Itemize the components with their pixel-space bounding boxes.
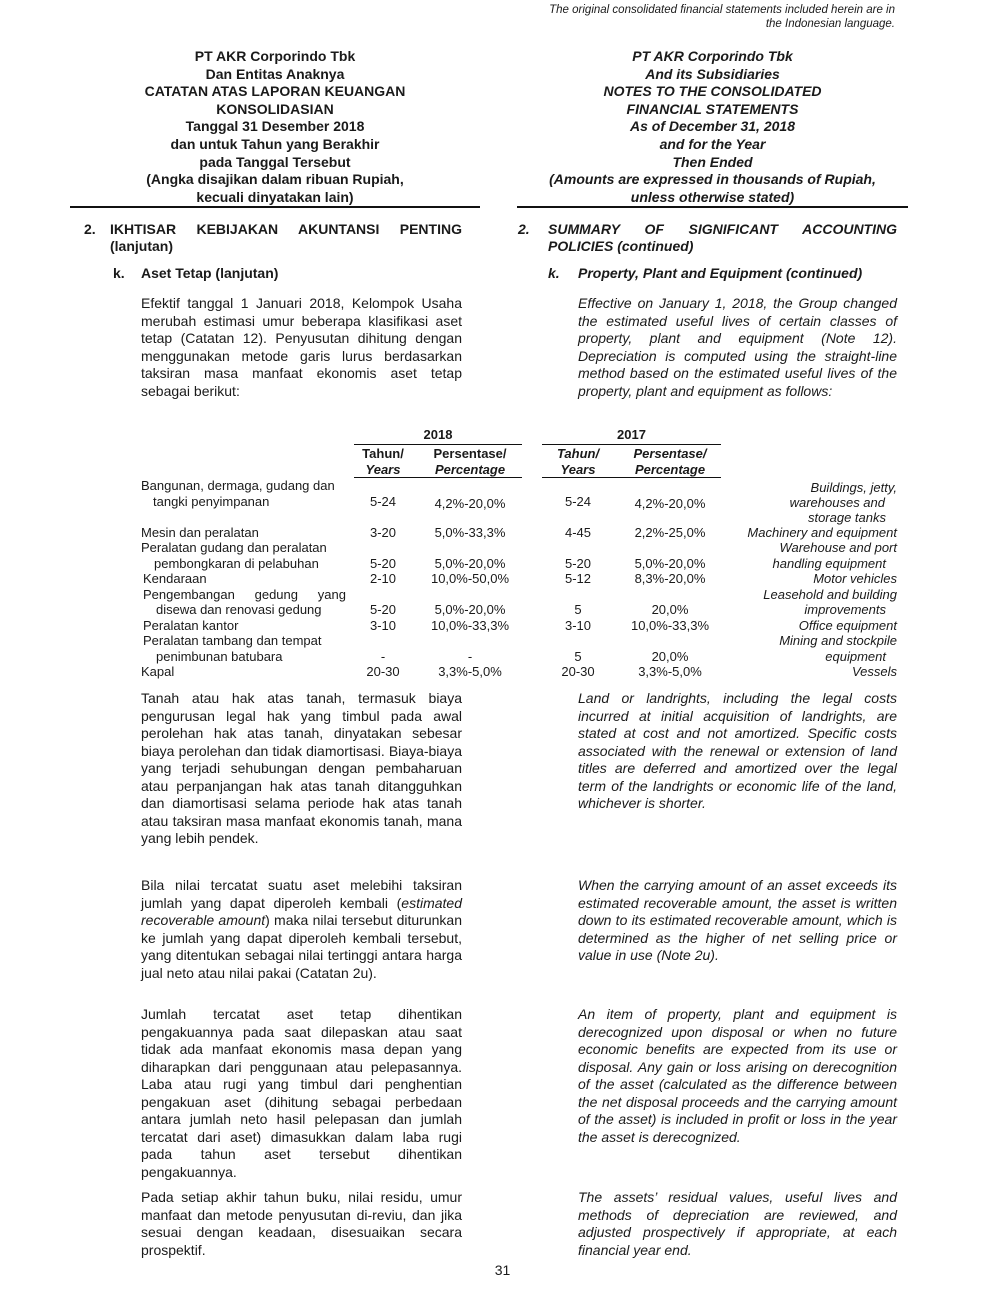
col-label-id: Persentase/ [633, 446, 707, 461]
row-label-en: Office equipment [798, 618, 897, 633]
cell-years-2018: 2-10 [369, 571, 397, 586]
cell-years-2018: 5-24 [369, 494, 397, 509]
row-label-en: Mining and stockpile [779, 633, 897, 648]
col-label-en: Percentage [634, 461, 706, 477]
row-label-id: Kapal [141, 664, 175, 679]
col-label-id: Persentase/ [433, 446, 507, 461]
header-line: and for the Year [659, 135, 766, 152]
cell-pct-2018: 10,0%-50,0% [430, 571, 510, 586]
header-line: dan untuk Tahun yang Berakhir [170, 135, 380, 152]
cell-pct-2018: 3,3%-5,0% [438, 664, 502, 679]
cell-pct-2018: 4,2%-20,0% [434, 496, 506, 511]
cell-years-2018: 3-20 [369, 525, 397, 540]
cell-years-2017: 5-12 [564, 571, 592, 586]
translation-note-line: The original consolidated financial statements included herein are in [549, 4, 895, 16]
header-rule-left [70, 206, 480, 208]
cell-years-2017: 5 [574, 602, 582, 617]
header-indonesian [70, 48, 480, 206]
row-label-id: pembongkaran di pelabuhan [154, 556, 319, 571]
row-label-id: Peralatan kantor [143, 618, 239, 633]
row-label-id: tangki penyimpanan [153, 494, 270, 509]
row-label-en: improvements [804, 602, 886, 617]
intro-paragraph-id: Efektif tanggal 1 Januari 2018, Kelompok Usaha merubah estimasi umur beberapa klasifikasi aset tetap (Catatan 12). Penyusutan dihitung dengan menggunakan metode garis lurus berdasarkan taksiran masa manfaat ekonomis aset tetap sebagai berikut: [141, 295, 462, 399]
company-name: PT AKR Corporindo Tbk [632, 48, 793, 64]
col-header-rule-2018 [354, 477, 522, 478]
header-line: Dan Entitas Anaknya [205, 65, 345, 82]
row-label-en: Motor vehicles [813, 571, 897, 586]
col-label-en: Percentage [434, 461, 506, 477]
header-line: (Angka disajikan dalam ribuan Rupiah, [146, 171, 404, 188]
section-title-en: SUMMARY OF SIGNIFICANT ACCOUNTING POLICIES (continued) [548, 221, 897, 255]
cell-pct-2018: 5,0%-33,3% [434, 525, 506, 540]
row-label-id: Bangunan, dermaga, gudang dan [141, 478, 335, 493]
cell-years-2018: - [380, 649, 386, 664]
col-label-en: Years [365, 461, 401, 477]
cell-years-2017: 20-30 [561, 664, 595, 679]
row-label-id: Pengembangan gedung yang [143, 587, 346, 602]
cell-pct-2017: 4,2%-20,0% [634, 496, 706, 511]
col-header-rule-2017 [542, 477, 721, 478]
subsection-title-en: Property, Plant and Equipment (continued) [578, 265, 863, 281]
cell-years-2018: 5-20 [369, 602, 397, 617]
cell-pct-2017: 20,0% [651, 602, 689, 617]
year-rule-2018 [354, 444, 522, 445]
header-rule-right [517, 206, 908, 208]
italic-term: estimated recoverable amount [141, 894, 462, 928]
cell-years-2018: 5-20 [369, 556, 397, 571]
header-line: Then Ended [672, 153, 753, 170]
header-line: KONSOLIDASIAN [216, 100, 334, 117]
company-name: PT AKR Corporindo Tbk [194, 48, 356, 64]
row-label-id: penimbunan batubara [156, 649, 283, 664]
header-line: As of December 31, 2018 [630, 118, 795, 135]
header-english [517, 48, 908, 206]
impairment-paragraph-en: When the carrying amount of an asset exceeds its estimated recoverable amount, the asset is written down to its estimated recoverable amount, which is determined as the higher of net selling price or value in use (Note 2u). [578, 877, 897, 963]
subsection-letter-id: k. [113, 265, 125, 281]
header-line: kecuali dinyatakan lain) [196, 188, 354, 205]
cell-pct-2017: 8,3%-20,0% [634, 571, 706, 586]
row-label-en: storage tanks [807, 510, 886, 525]
cell-pct-2017: 3,3%-5,0% [638, 664, 702, 679]
cell-pct-2018: 5,0%-20,0% [434, 602, 506, 617]
col-header-years-2017 [550, 446, 606, 477]
cell-years-2017: 5-24 [564, 494, 592, 509]
review-paragraph-en: The assets’ residual values, useful lives and methods of depreciation are reviewed, and adjusted prospectively if appropriate, at each financial year end. [578, 1189, 897, 1258]
cell-pct-2017: 10,0%-33,3% [630, 618, 710, 633]
page-number: 31 [494, 1262, 511, 1278]
cell-years-2018: 20-30 [366, 664, 400, 679]
row-label-id: disewa dan renovasi gedung [156, 602, 322, 617]
col-header-pct-2018 [420, 446, 520, 477]
row-label-en: Leasehold and building [763, 587, 897, 602]
section-number-id: 2. [84, 221, 96, 237]
cell-years-2017: 5 [574, 649, 582, 664]
year-header-2018: 2018 [423, 427, 453, 442]
row-label-en: equipment [825, 649, 886, 664]
row-label-en: warehouses and [789, 495, 885, 510]
header-line: pada Tanggal Tersebut [199, 153, 351, 170]
row-label-en: Vessels [851, 664, 897, 679]
cell-years-2018: 3-10 [369, 618, 397, 633]
year-rule-2017 [542, 444, 721, 445]
col-label-id: Tahun/ [556, 446, 600, 461]
cell-pct-2018: - [467, 649, 473, 664]
year-header-2017: 2017 [617, 427, 646, 442]
land-paragraph-id: Tanah atau hak atas tanah, termasuk biaya pengurusan legal hak yang timbul pada awal perolehan hak atas tanah, dinyatakan sebesar biaya perolehan dan tidak diamortisasi. Biaya-biaya yang terjadi sehubungan dengan pembaharuan atau perpanjangan hak atas tanah ditangguhkan dan diamortisasi selama periode hak atas tanah atau taksiran masa manfaat ekonomis tanah, mana yang lebih pendek. [141, 690, 462, 846]
cell-pct-2018: 5,0%-20,0% [434, 556, 506, 571]
cell-pct-2017: 20,0% [651, 649, 689, 664]
land-paragraph-en: Land or landrights, including the legal costs incurred at initial acquisition of landrights, are stated at cost and not amortized. Specific costs associated with the renewal or extension of land titles are deferred and amortized over the legal term of the landrights or economic life of the land, whichever is shorter. [578, 690, 897, 811]
derecognition-paragraph-en: An item of property, plant and equipment is derecognized upon disposal or when no future economic benefits are expected from its use or disposal. Any gain or loss arising on derecognition of the asset (calculated as the difference between the net disposal proceeds and the carrying amount of the asset) is included in profit or loss in the year the asset is derecognized. [578, 1006, 897, 1145]
header-line: And its Subsidiaries [645, 65, 780, 82]
header-line: CATATAN ATAS LAPORAN KEUANGAN [144, 83, 406, 100]
header-line: NOTES TO THE CONSOLIDATED [603, 83, 822, 100]
header-line: Tanggal 31 Desember 2018 [185, 118, 365, 135]
derecognition-paragraph-id: Jumlah tercatat aset tetap dihentikan pengakuannya pada saat dilepaskan atau saat tidak ada manfaat ekonomis masa depan yang diharapkan dari penggunaan atau pelepasannya. Laba atau rugi yang timbul dari penghentian pengakuan aset (dihitung sebagai perbedaan antara jumlah neto hasil pelepasan dan jumlah tercatat dari aset) dimasukkan dalam laba rugi pada tahun aset tersebut dihentikan pengakuannya. [141, 1006, 462, 1180]
translation-note-line: the Indonesian language. [765, 18, 895, 30]
cell-pct-2017: 5,0%-20,0% [634, 556, 706, 571]
subsection-title-id: Aset Tetap (lanjutan) [141, 265, 279, 281]
row-label-en: Buildings, jetty, [810, 480, 897, 495]
row-label-id: Mesin dan peralatan [141, 525, 259, 540]
col-label-id: Tahun/ [362, 446, 404, 461]
review-paragraph-id: Pada setiap akhir tahun buku, nilai residu, umur manfaat dan metode penyusutan di-reviu, dan jika sesuai dengan keadaan, disesuaikan secara prospektif. [141, 1189, 462, 1258]
section-title-id: IKHTISAR KEBIJAKAN AKUNTANSI PENTING (lanjutan) [110, 221, 462, 255]
section-number-en: 2. [518, 221, 530, 237]
row-label-en: Warehouse and port [779, 540, 897, 555]
cell-pct-2018: 10,0%-33,3% [430, 618, 510, 633]
col-header-years-2018 [358, 446, 408, 477]
subsection-letter-en: k. [548, 265, 560, 281]
row-label-en: handling equipment [772, 556, 886, 571]
col-header-pct-2017 [618, 446, 722, 477]
cell-pct-2017: 2,2%-25,0% [634, 525, 706, 540]
intro-paragraph-en: Effective on January 1, 2018, the Group changed the estimated useful lives of certain classes of property, plant and equipment (Note 12). Depreciation is computed using the straight-line method based on the estimated useful lives of the property, plant and equipment as follows: [578, 295, 897, 399]
cell-years-2017: 4-45 [564, 525, 592, 540]
row-label-id: Peralatan tambang dan tempat [143, 633, 322, 648]
impairment-paragraph-id [141, 877, 462, 982]
text-span: Bila nilai tercatat suatu aset melebihi taksiran jumlah yang dapat diperoleh kembali ( [141, 877, 462, 911]
header-line: unless otherwise stated) [630, 188, 795, 205]
cell-years-2017: 3-10 [564, 618, 592, 633]
cell-years-2017: 5-20 [564, 556, 592, 571]
col-label-en: Years [560, 461, 596, 477]
translation-note [475, 3, 895, 31]
header-line: FINANCIAL STATEMENTS [626, 100, 799, 117]
header-line: (Amounts are expressed in thousands of Rupiah, [549, 171, 876, 188]
row-label-en: Machinery and equipment [747, 525, 897, 540]
row-label-id: Kendaraan [143, 571, 207, 586]
text-span: ) maka nilai tersebut diturunkan ke jumlah yang dapat diperoleh kembali tersebut, yang ditentukan sebagai nilai tertinggi antara harga jual neto atau nilai pakai (Catatan 2u). [141, 912, 462, 981]
row-label-id: Peralatan gudang dan peralatan [141, 540, 327, 555]
